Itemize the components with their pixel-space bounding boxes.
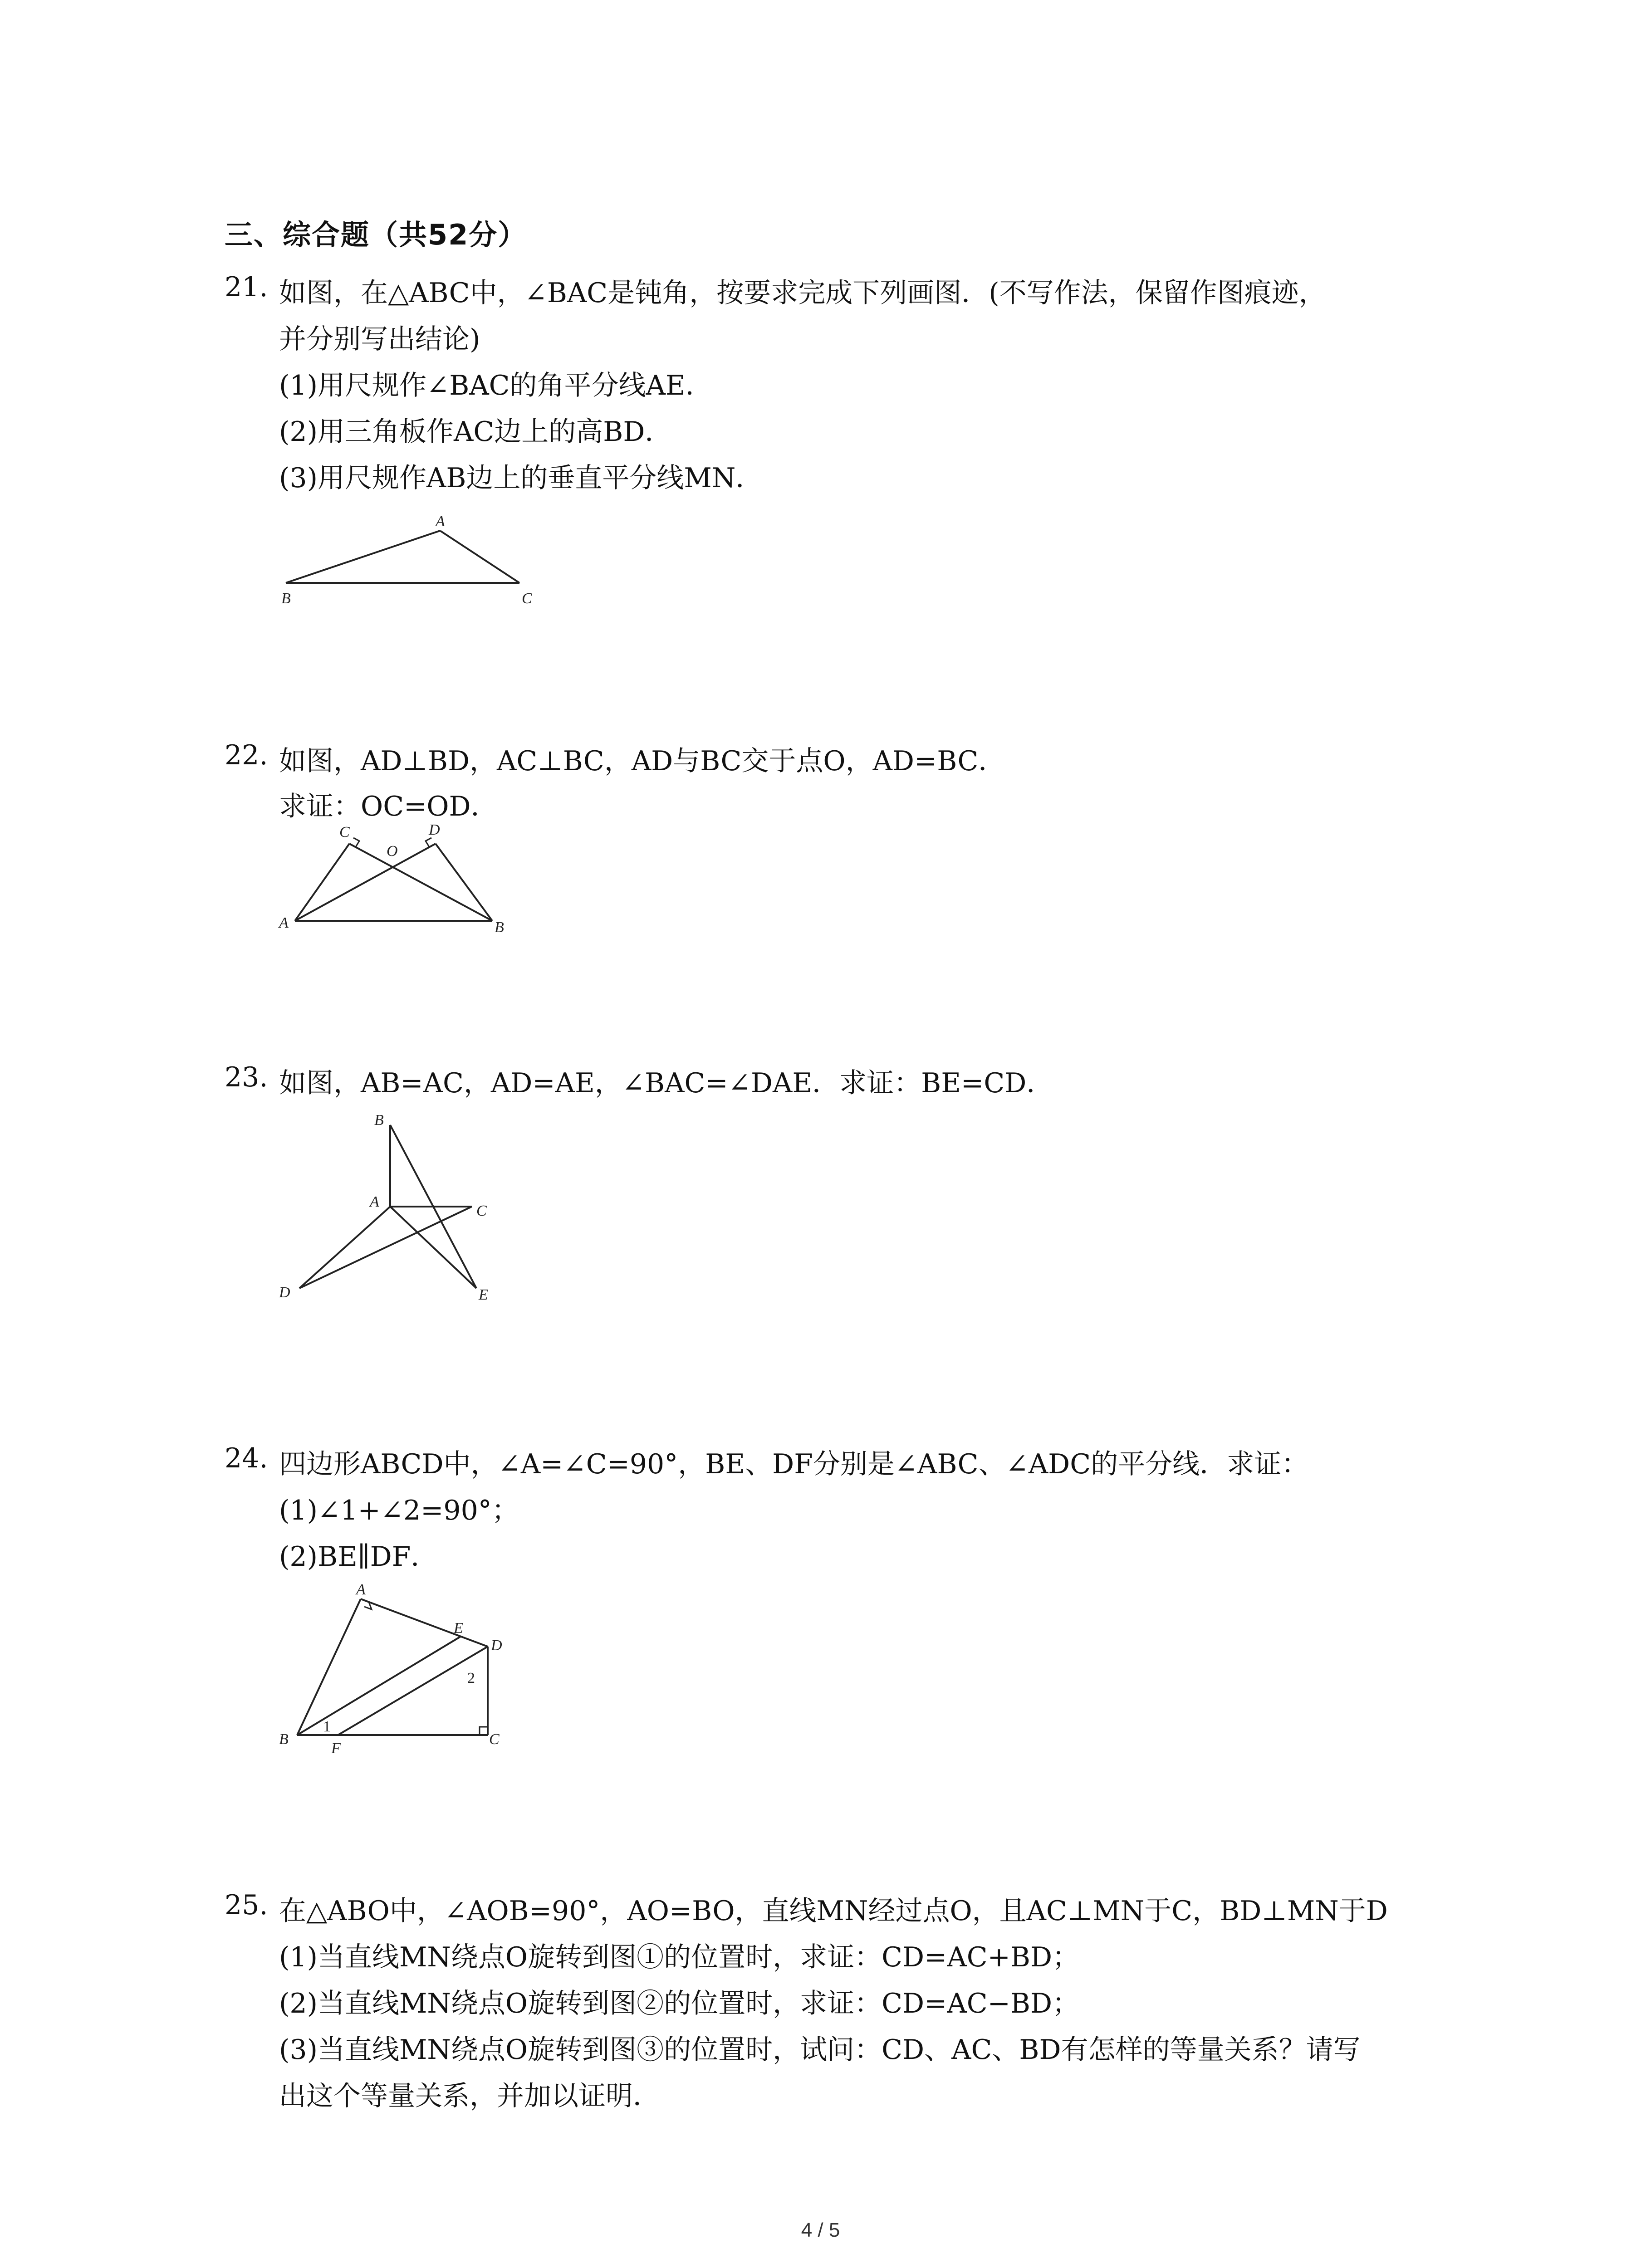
question-24-part-1: (1)∠1+∠2=90°； <box>279 1495 519 1526</box>
question-22-line-1: 如图，AD⊥BD，AC⊥BC，AD与BC交于点O，AD=BC． <box>279 745 1006 777</box>
segment-fd <box>338 1647 488 1735</box>
label-f: F <box>331 1740 341 1757</box>
question-24-number: 24. <box>225 1442 268 1474</box>
label-c: C <box>476 1202 487 1219</box>
label-o: O <box>387 843 398 860</box>
segment-dc <box>299 1207 472 1288</box>
question-25-line-1: 在△ABO中，∠AOB=90°，AO=BO，直线MN经过点O，且AC⊥MN于C，BD⊥MN于D <box>279 1895 1388 1927</box>
label-d: D <box>279 1284 290 1301</box>
label-c: C <box>522 590 532 607</box>
label-angle-1: 1 <box>323 1718 331 1735</box>
label-angle-2: 2 <box>467 1670 475 1686</box>
segment-ad <box>299 1207 390 1288</box>
question-22-number: 22. <box>225 739 268 771</box>
question-21-line-2: 并分别写出结论) <box>279 323 480 355</box>
page-number: 4 / 5 <box>801 2219 840 2241</box>
label-e: E <box>479 1286 488 1303</box>
question-21-part-1: (1)用尺规作∠BAC的角平分线AE． <box>279 370 713 401</box>
segment-ba <box>297 1599 361 1735</box>
label-a: A <box>356 1581 366 1598</box>
segment-cb <box>349 844 492 921</box>
question-25-part-3-cont: 出这个等量关系，并加以证明． <box>279 2080 660 2112</box>
label-b: B <box>495 919 504 936</box>
question-21-part-3: (3)用尺规作AB边上的垂直平分线MN． <box>279 462 763 494</box>
question-21-figure <box>272 490 544 608</box>
side-ac <box>440 531 519 583</box>
question-24-part-2: (2)BE∥DF． <box>279 1541 438 1573</box>
segment-ae <box>390 1207 476 1288</box>
question-24-figure <box>272 1569 526 1760</box>
question-23-number: 23. <box>225 1061 268 1093</box>
segment-ad <box>295 844 436 921</box>
label-a: A <box>279 914 289 931</box>
section-title: 三、综合题（共52分） <box>225 218 527 251</box>
label-c: C <box>339 824 350 841</box>
side-ab <box>286 531 440 583</box>
question-24-line-1: 四边形ABCD中，∠A=∠C=90°，BE、DF分别是∠ABC、∠ADC的平分线．求证： <box>279 1448 1309 1480</box>
question-25-part-3: (3)当直线MN绕点O旋转到图③的位置时，试问：CD、AC、BD有怎样的等量关系？请写 <box>279 2034 1361 2066</box>
question-25-number: 25. <box>225 1889 268 1921</box>
label-c: C <box>489 1731 500 1748</box>
question-25-part-2: (2)当直线MN绕点O旋转到图②的位置时，求证：CD=AC−BD； <box>279 1988 1080 2019</box>
question-21-number: 21. <box>225 271 268 303</box>
right-angle-c <box>480 1727 488 1735</box>
segment-ac <box>295 844 349 921</box>
label-a: A <box>370 1193 379 1210</box>
label-b: B <box>281 590 291 607</box>
segment-ad <box>361 1599 488 1647</box>
question-21-part-2: (2)用三角板作AC边上的高BD． <box>279 416 672 448</box>
question-22-line-2: 求证：OC=OD． <box>279 791 498 822</box>
label-a: A <box>436 513 445 530</box>
label-b: B <box>279 1731 289 1748</box>
label-d: D <box>429 821 440 838</box>
question-25-part-1: (1)当直线MN绕点O旋转到图①的位置时，求证：CD=AC+BD； <box>279 1941 1080 1973</box>
question-22-figure <box>272 819 526 950</box>
segment-db <box>436 844 492 921</box>
question-23-line-1: 如图，AB=AC，AD=AE，∠BAC=∠DAE．求证：BE=CD． <box>279 1067 1054 1099</box>
segment-be <box>297 1637 460 1735</box>
question-23-figure <box>272 1098 526 1315</box>
label-e: E <box>454 1620 463 1637</box>
label-d: D <box>491 1637 502 1654</box>
question-21-line-1: 如图，在△ABC中，∠BAC是钝角，按要求完成下列画图．(不写作法，保留作图痕迹， <box>279 277 1326 309</box>
label-b: B <box>374 1112 384 1129</box>
